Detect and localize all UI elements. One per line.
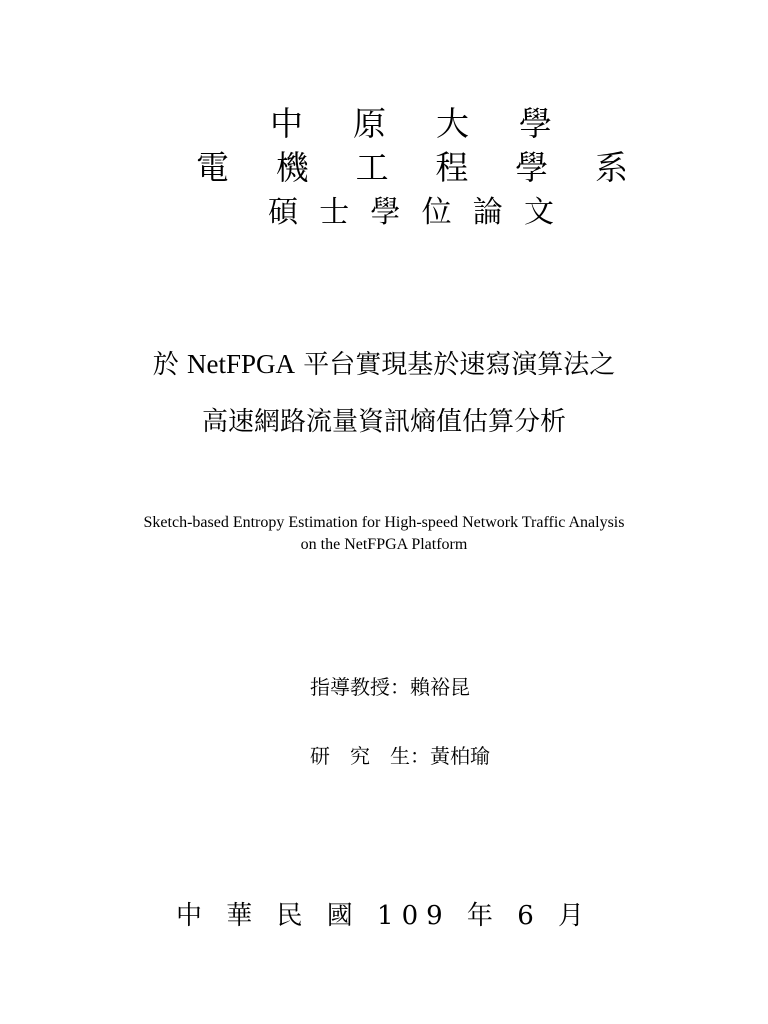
thesis-title-english-line-1: Sketch-based Entropy Estimation for High-speed Network Traffic Analysis — [143, 514, 625, 531]
department-char: 程 — [435, 148, 469, 187]
university-char: 大 — [436, 104, 469, 143]
degree-char: 學 — [370, 195, 401, 230]
title-suffix: 平台實現基於速寫演算法之 — [295, 350, 616, 380]
student-line — [310, 742, 490, 770]
student-name: 黃柏瑜 — [430, 744, 490, 768]
degree-char: 位 — [421, 195, 452, 230]
degree-char: 論 — [472, 195, 503, 230]
department-name — [196, 148, 628, 188]
thesis-title-english-line-2: on the NetFPGA Platform — [300, 536, 468, 553]
university-char: 原 — [353, 104, 386, 143]
advisor-name: 賴裕昆 — [410, 675, 470, 699]
submission-date: 中 華 民 國 109 年 6 月 — [175, 901, 593, 931]
thesis-title-chinese-line-1 — [0, 346, 768, 383]
title-prefix: 於 — [152, 350, 187, 380]
university-char: 學 — [519, 104, 552, 143]
department-char: 電 — [196, 148, 229, 187]
department-char: 工 — [355, 148, 389, 187]
advisor-line — [310, 673, 470, 701]
degree-char: 文 — [523, 195, 554, 230]
university-name — [270, 104, 552, 144]
department-char: 系 — [594, 148, 628, 187]
title-platform-name: NetFPGA — [186, 349, 295, 379]
university-char: 中 — [270, 104, 303, 143]
advisor-label: 指導教授： — [310, 675, 410, 699]
student-label: 研 究 生： — [310, 744, 430, 768]
degree-char: 碩 — [268, 195, 298, 230]
thesis-title-chinese-line-2: 高速網路流量資訊熵值估算分析 — [201, 407, 566, 437]
degree-char: 士 — [319, 195, 350, 230]
degree-type — [268, 194, 554, 232]
department-char: 學 — [515, 148, 549, 187]
department-char: 機 — [275, 148, 309, 187]
